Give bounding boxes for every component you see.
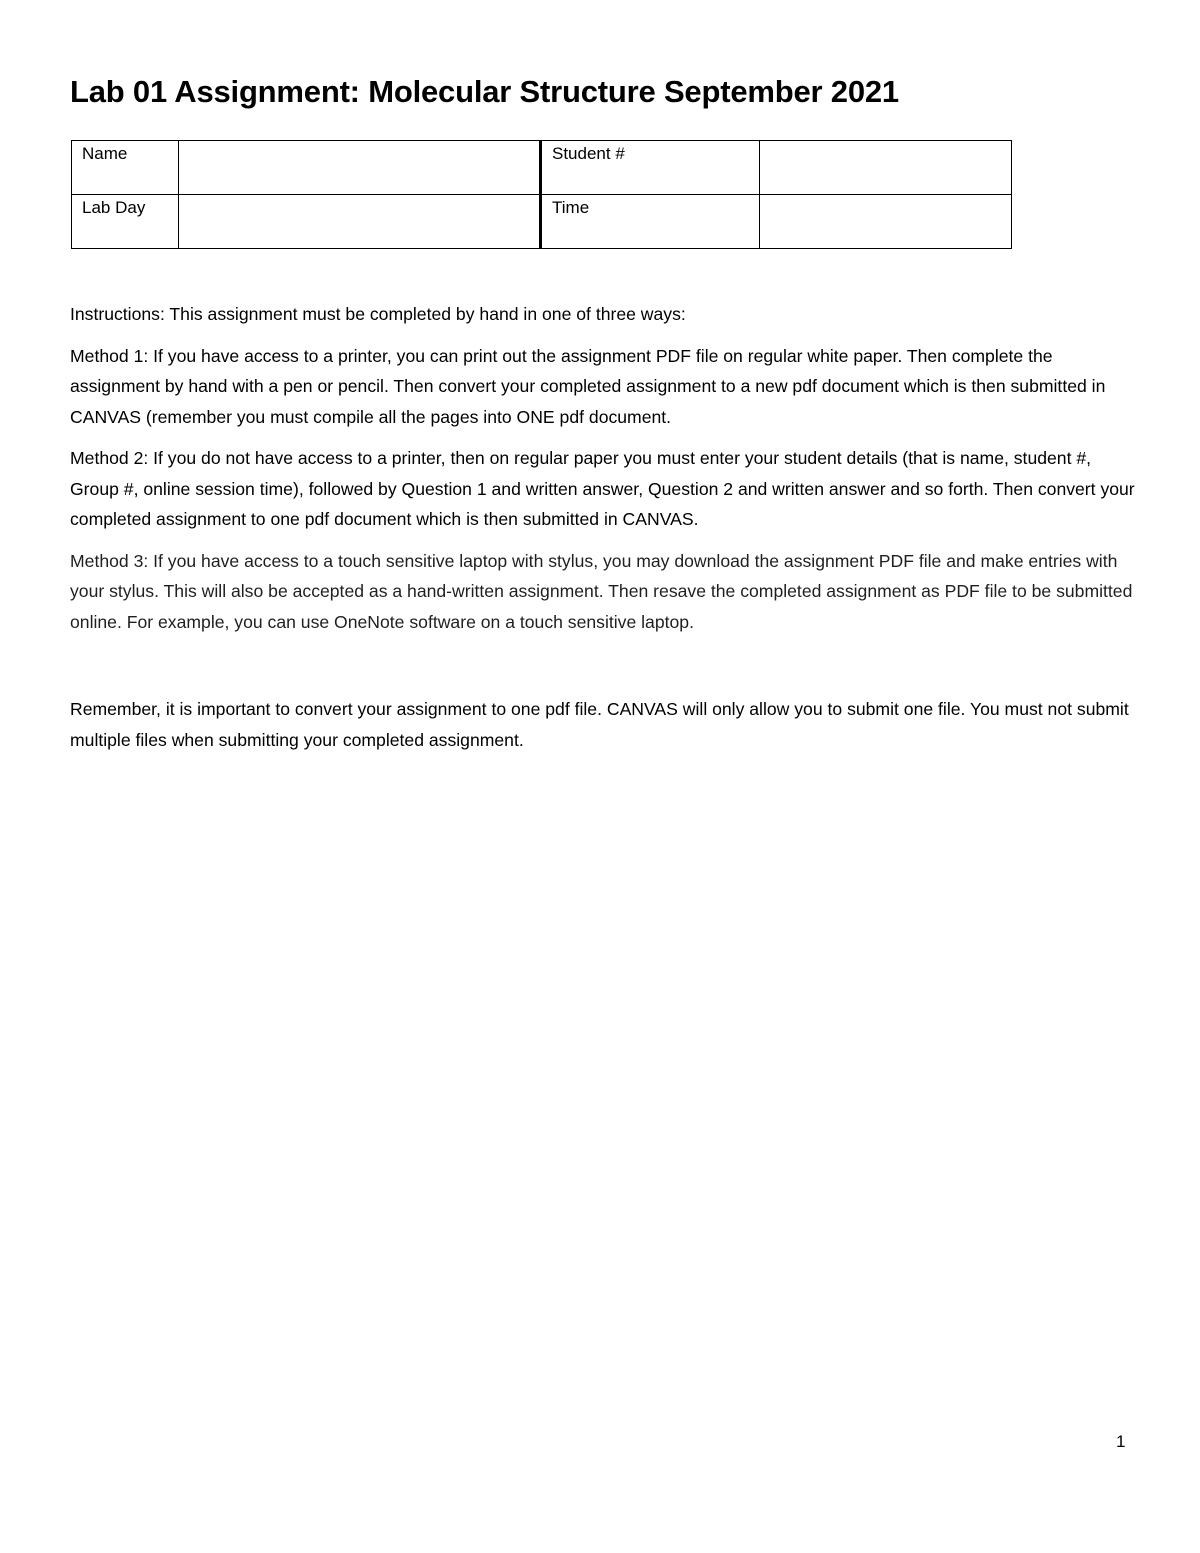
- lab-day-label: Lab Day: [72, 195, 179, 249]
- method-1-paragraph: Method 1: If you have access to a printer, you can print out the assignment PDF file on regular white paper. Then complete the assignment by hand with a pen or pencil. Then convert your completed assignment to a new pdf document which is then submitted in CANVAS (remember you must compile all the pages into ONE pdf document.: [70, 345, 1106, 427]
- time-field[interactable]: [760, 195, 1012, 249]
- instructions-section: [70, 299, 1140, 766]
- table-row: [72, 195, 1012, 249]
- page-title: Lab 01 Assignment: Molecular Structure September 2021: [70, 74, 899, 109]
- time-label: Time: [541, 195, 760, 249]
- reminder-paragraph: Remember, it is important to convert your assignment to one pdf file. CANVAS will only allow you to submit one file. You must not submit multiple files when submitting your completed assignment.: [70, 699, 1129, 750]
- student-number-label: Student #: [541, 141, 760, 195]
- student-number-field[interactable]: [760, 141, 1012, 195]
- method-2-paragraph: Method 2: If you do not have access to a printer, then on regular paper you must enter your student details (that is name, student #, Group #, online session time), followed by Question 1 and written answer, Question 2 and written answer and so forth. Then convert your completed assignment to one pdf document which is then submitted in CANVAS.: [70, 448, 1135, 529]
- method-3-paragraph: Method 3: If you have access to a touch sensitive laptop with stylus, you may download the assignment PDF file and make entries with your stylus. This will also be accepted as a hand-written assignment. Then resave the completed assignment as PDF file to be submitted online. For example, you can use OneNote software on a touch sensitive laptop.: [70, 550, 1133, 632]
- instructions-intro: Instructions: This assignment must be completed by hand in one of three ways:: [70, 304, 686, 324]
- name-field[interactable]: [179, 141, 541, 195]
- lab-day-field[interactable]: [179, 195, 541, 249]
- page-number: 1: [1116, 1432, 1126, 1451]
- student-details-table: [71, 140, 1012, 249]
- name-label: Name: [72, 141, 179, 195]
- table-row: [72, 141, 1012, 195]
